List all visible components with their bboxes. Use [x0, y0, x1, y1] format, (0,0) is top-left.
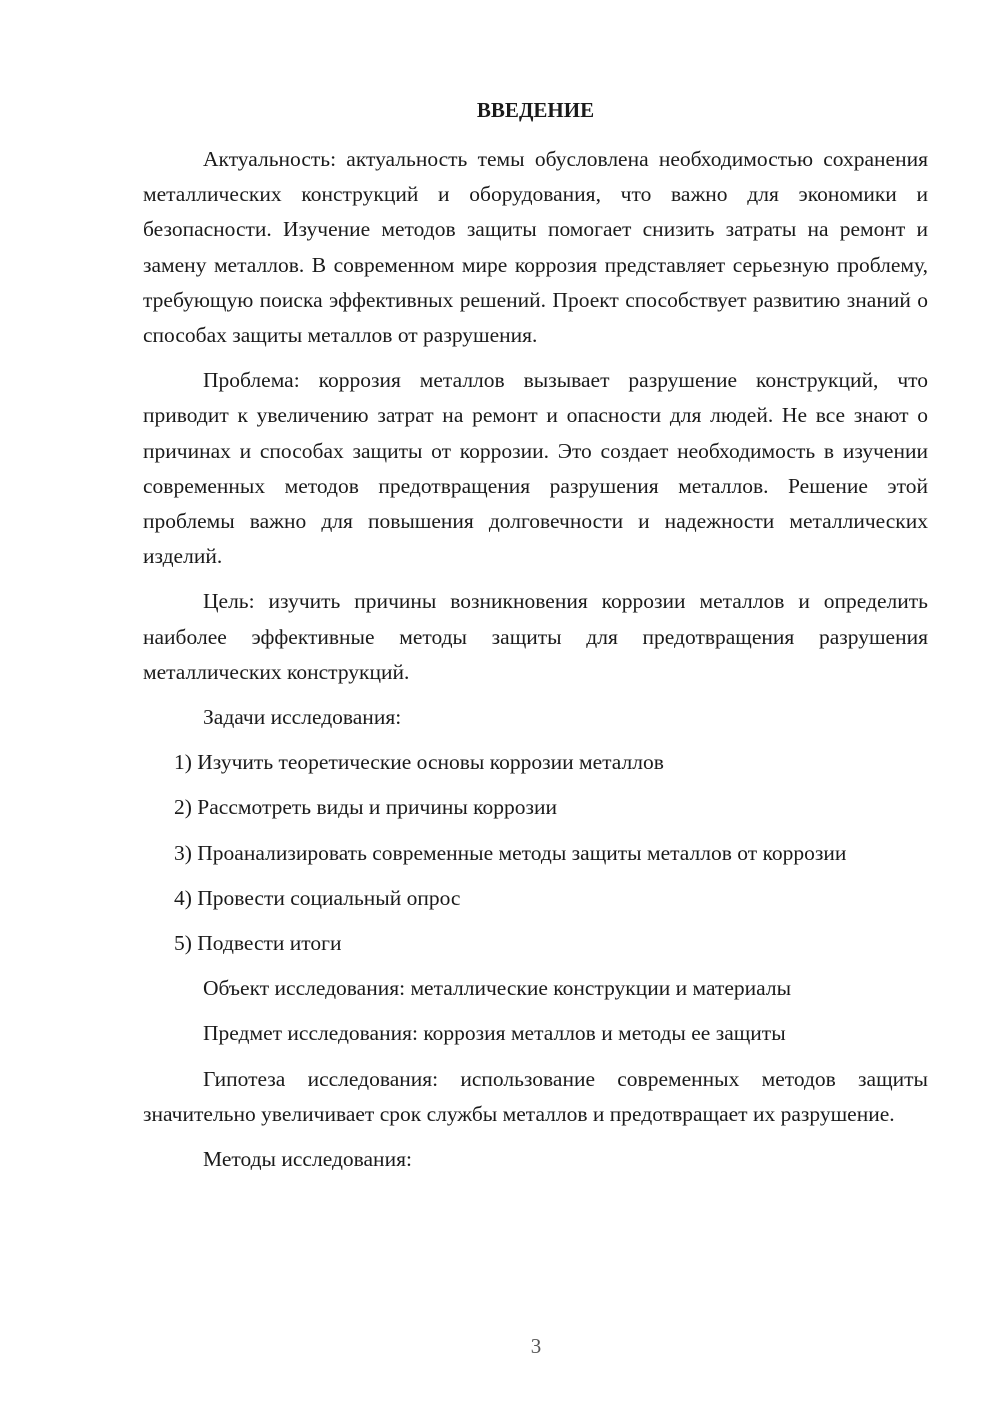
task-item-1: 1) Изучить теоретические основы коррозии металлов — [174, 750, 664, 775]
document-page — [143, 92, 928, 1187]
hypothesis-paragraph: Гипотеза исследования: использование современных методов защиты значительно увеличивает срок службы металлов и предотвращает их разрушение. — [143, 1066, 928, 1126]
methods-heading: Методы исследования: — [203, 1147, 412, 1172]
subject-paragraph: Предмет исследования: коррозия металлов и методы ее защиты — [203, 1021, 786, 1046]
relevance-paragraph: Актуальность: актуальность темы обусловлена необходимостью сохранения металлических конструкций и оборудования, что важно для экономики и безопасности. Изучение методов защиты помогает снизить затраты на ремонт и замену металлов. В современном мире коррозия представляет серьезную проблему, требующую поиска эффективных решений. Проект способствует развитию знаний о способах защиты металлов от разрушения. — [143, 147, 928, 348]
tasks-heading: Задачи исследования: — [203, 705, 402, 730]
problem-paragraph: Проблема: коррозия металлов вызывает разрушение конструкций, что приводит к увеличению затрат на ремонт и опасности для людей. Не все знают о причинах и способах защиты от коррозии. Это создает необходимость в изучении современных методов предотвращения разрушения металлов. Решение этой проблемы важно для повышения долговечности и надежности металлических изделий. — [143, 368, 928, 569]
task-item-5: 5) Подвести итоги — [174, 931, 342, 956]
goal-paragraph: Цель: изучить причины возникновения коррозии металлов и определить наиболее эффективные методы защиты для предотвращения разрушения металлических конструкций. — [143, 589, 928, 684]
page-title: ВВЕДЕНИЕ — [476, 98, 595, 122]
page-number: 3 — [530, 1334, 542, 1358]
tasks-list — [143, 745, 928, 961]
object-paragraph: Объект исследования: металлические конструкции и материалы — [203, 976, 792, 1001]
task-item-2: 2) Рассмотреть виды и причины коррозии — [174, 795, 558, 820]
task-item-4: 4) Провести социальный опрос — [174, 885, 461, 910]
task-item-3: 3) Проанализировать современные методы защиты металлов от коррозии — [174, 840, 847, 865]
